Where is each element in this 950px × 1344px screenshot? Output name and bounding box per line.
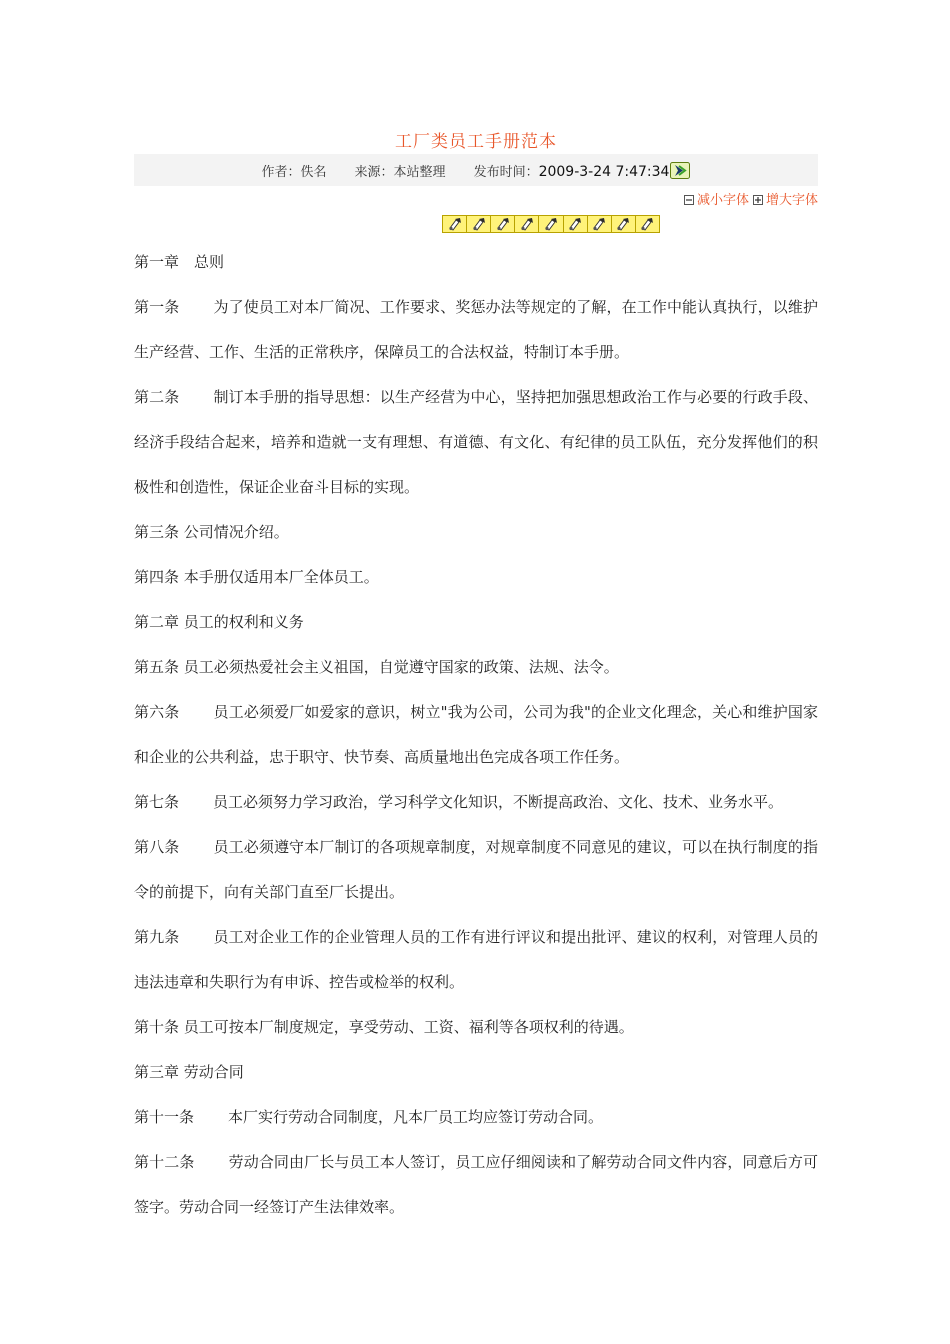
paragraph-text: 员工必须爱厂如爱家的意识，树立"我为公司，公司为我"的企业文化理念，关心和维护国家和企业的公共利益，忠于职守、快节奏、高质量地出色完成各项工作任务。 — [134, 703, 818, 766]
paragraph-heading: 第十二条 — [134, 1153, 195, 1171]
article-paragraph — [134, 240, 818, 285]
increase-font-label: 增大字体 — [765, 193, 818, 208]
share-link-icon[interactable] — [491, 216, 515, 232]
paragraph-heading: 第十条 员工可按本厂制度规定，享受劳动、工资、福利等各项权利的待遇。 — [134, 1018, 634, 1036]
share-link-icon[interactable] — [564, 216, 588, 232]
paragraph-heading: 第八条 — [134, 838, 180, 856]
share-link-icon[interactable] — [467, 216, 491, 232]
share-icon-strip — [442, 215, 660, 233]
paragraph-heading: 第四条 本手册仅适用本厂全体员工。 — [134, 568, 379, 586]
source-label: 来源：本站整理 — [354, 164, 446, 180]
paragraph-heading: 第三章 劳动合同 — [134, 1063, 244, 1081]
paragraph-heading: 第一条 — [134, 298, 180, 316]
article-paragraph — [134, 645, 818, 690]
paragraph-text: 为了使员工对本厂简况、工作要求、奖惩办法等规定的了解，在工作中能认真执行，以维护生产经营、工作、生活的正常秩序，保障员工的合法权益，特制订本手册。 — [134, 298, 818, 361]
paragraph-text: 本厂实行劳动合同制度，凡本厂员工均应签订劳动合同。 — [228, 1108, 604, 1126]
decrease-font-label: 减小字体 — [696, 193, 749, 208]
paragraph-text: 员工必须遵守本厂制订的各项规章制度，对规章制度不同意见的建议，可以在执行制度的指令的前提下，向有关部门直至厂长提出。 — [134, 838, 818, 901]
paragraph-text: 员工必须努力学习政治，学习科学文化知识，不断提高政治、文化、技术、业务水平。 — [213, 793, 784, 811]
paragraph-heading: 第十一条 — [134, 1108, 195, 1126]
paragraph-text: 制订本手册的指导思想：以生产经营为中心，坚持把加强思想政治工作与必要的行政手段、经济手段结合起来，培养和造就一支有理想、有道德、有文化、有纪律的员工队伍，充分发挥他们的积极性和创造性，保证企业奋斗目标的实现。 — [134, 388, 818, 496]
paragraph-text: 员工对企业工作的企业管理人员的工作有进行评议和提出批评、建议的权利，对管理人员的违法违章和失职行为有申诉、控告或检举的权利。 — [134, 928, 818, 991]
article-paragraph — [134, 555, 818, 600]
paragraph-heading: 第一章 总则 — [134, 253, 225, 271]
minus-box-icon — [684, 194, 694, 204]
share-link-icon[interactable] — [588, 216, 612, 232]
decrease-font-button[interactable] — [684, 189, 749, 208]
article-paragraph — [134, 600, 818, 645]
next-arrow-icon[interactable] — [670, 162, 690, 179]
article-paragraph — [134, 285, 818, 375]
plus-box-icon — [753, 194, 763, 204]
publish-time-value: 2009-3-24 7:47:34 — [538, 163, 670, 180]
author-label: 作者：佚名 — [261, 164, 327, 180]
share-link-icon[interactable] — [515, 216, 539, 232]
share-link-icon[interactable] — [443, 216, 467, 232]
paragraph-heading: 第六条 — [134, 703, 180, 721]
share-link-icon[interactable] — [539, 216, 563, 232]
increase-font-button[interactable] — [753, 189, 818, 208]
article-paragraph — [134, 1140, 818, 1230]
article-paragraph — [134, 690, 818, 780]
article-paragraph — [134, 1050, 818, 1095]
paragraph-heading: 第五条 员工必须热爱社会主义祖国，自觉遵守国家的政策、法规、法令。 — [134, 658, 619, 676]
article-paragraph — [134, 780, 818, 825]
article-paragraph — [134, 375, 818, 510]
paragraph-heading: 第九条 — [134, 928, 180, 946]
font-size-controls — [684, 189, 818, 208]
paragraph-heading: 第二条 — [134, 388, 180, 406]
paragraph-heading: 第二章 员工的权利和义务 — [134, 613, 304, 631]
article-paragraph — [134, 915, 818, 1005]
share-link-icon[interactable] — [612, 216, 636, 232]
article-paragraph — [134, 1005, 818, 1050]
article-paragraph — [134, 1095, 818, 1140]
paragraph-heading: 第三条 公司情况介绍。 — [134, 523, 289, 541]
paragraph-text: 劳动合同由厂长与员工本人签订，员工应仔细阅读和了解劳动合同文件内容，同意后方可签字。劳动合同一经签订产生法律效率。 — [134, 1153, 818, 1216]
article-meta-bar — [134, 154, 818, 186]
paragraph-heading: 第七条 — [134, 793, 180, 811]
article-body — [134, 240, 818, 1230]
publish-time-label: 发布时间： — [473, 164, 539, 180]
article-paragraph — [134, 825, 818, 915]
publish-time — [474, 161, 691, 180]
article-paragraph — [134, 510, 818, 555]
share-link-icon[interactable] — [636, 216, 659, 232]
article-title: 工厂类员工手册范本 — [395, 132, 557, 152]
